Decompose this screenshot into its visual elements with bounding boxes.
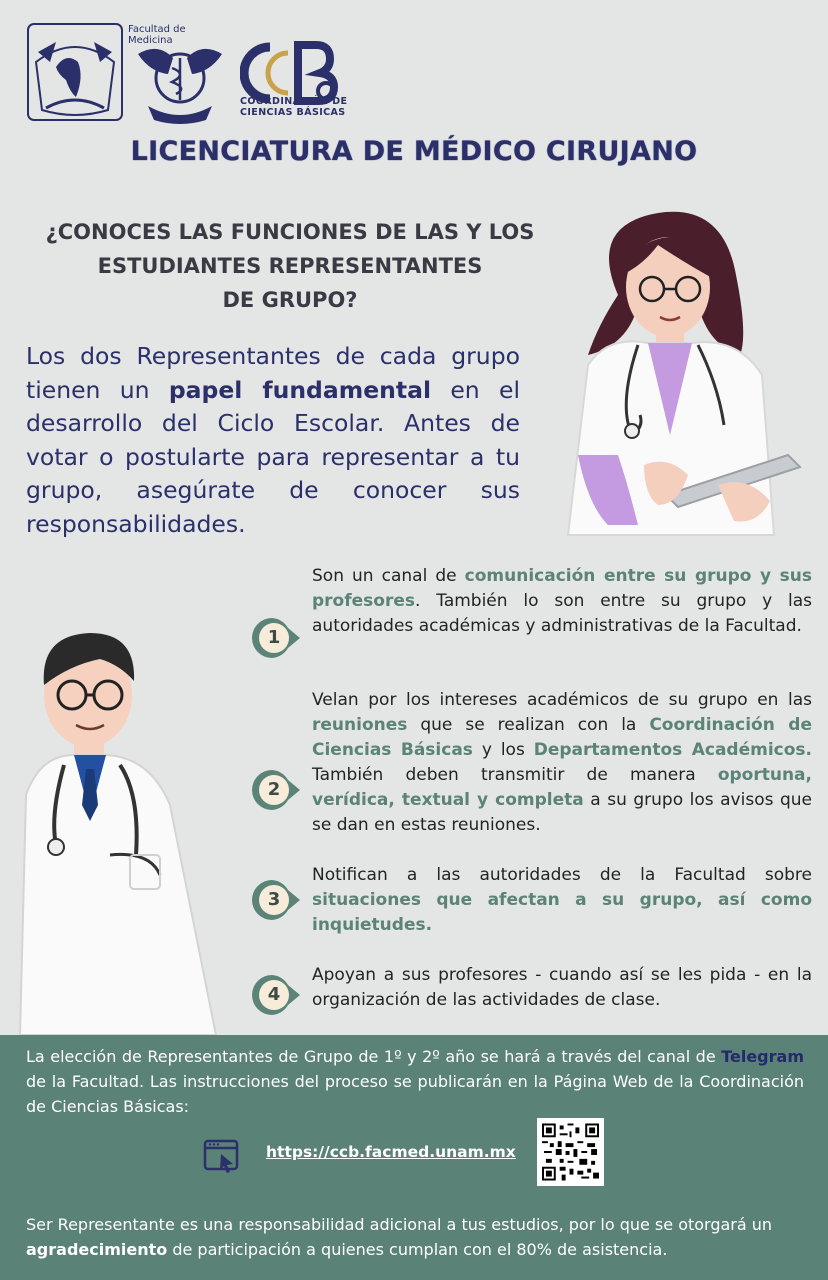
badge-3 [250,878,302,922]
faculty-label: Facultad de Medicina [128,24,186,46]
point-1-text [312,564,812,639]
point-4-t1: Apoyan a sus profesores - cuando así se les pida - en la organización de las actividades de clase. [312,965,812,1010]
point-2-h4: oportuna, verídica, textual y completa [312,765,812,810]
election-notice [26,1044,804,1119]
point-2-h1: reuniones [312,715,408,735]
point-1-h1: comunicación entre su grupo y sus profesores [312,566,813,611]
point-2-t2: que se realizan con la [407,715,650,735]
page-title: LICENCIATURA DE MÉDICO CIRUJANO [130,136,698,167]
point-2-h2: Coordinación de Ciencias Básicas [312,715,812,760]
point-3-h1: situaciones que afectan a su grupo, así como inquietudes. [312,890,812,935]
website-link[interactable]: https://ccb.facmed.unam.mx [266,1143,516,1161]
badge-number: 1 [267,627,281,648]
ccb-wordmark [240,96,350,118]
unam-seal-logo [26,22,124,122]
qr-pattern [542,1123,599,1181]
telegram-link[interactable]: Telegram [721,1047,804,1066]
female-doctor-illustration [548,205,808,550]
badge-number: 2 [267,779,281,800]
question-line-3: DE GRUPO? [222,288,358,312]
point-2-t1: Velan por los intereses académicos de su grupo en las [312,690,812,710]
ccb-line-1: COORDINACIÓN DE [240,96,348,107]
badge-1 [250,616,302,660]
point-1-t1: Son un canal de [312,566,465,586]
badge-4 [250,973,302,1017]
point-1-t2: . También lo son entre su grupo y las autoridades académicas y administrativas de la Facultad. [312,591,812,636]
point-4-text [312,963,812,1013]
recognition-note [26,1212,804,1262]
note-bold: agradecimiento [26,1240,168,1259]
point-2-t5: a su grupo los avisos que se dan en estas reuniones. [312,790,813,835]
intro-text-1: Los dos Representantes de cada grupo tienen un [26,342,520,404]
qr-code[interactable] [537,1118,604,1186]
point-2-t4: También deben transmitir de manera [312,765,718,785]
point-2-text [312,688,812,838]
badge-number: 3 [267,889,281,910]
point-3-t1: Notifican a las autoridades de la Facultad sobre [312,865,812,885]
question-line-2: ESTUDIANTES REPRESENTANTES [97,254,483,278]
point-2-t3: y los [472,740,534,760]
notice-text-1: La elección de Representantes de Grupo de 1º y 2º año se hará a través del canal de [26,1047,722,1066]
intro-bold: papel fundamental [168,375,432,404]
ccb-line-2: CIENCIAS BÁSICAS [240,107,346,118]
question-line-1: ¿CONOCES LAS FUNCIONES DE LAS Y LOS [45,220,535,244]
point-3-text [312,863,812,938]
web-click-icon [203,1138,241,1176]
intro-text-2: en el desarrollo del Ciclo Escolar. Antes de votar o postularte para representar a tu grupo, asegúrate de conocer sus responsabilidades. [26,375,521,538]
badge-number: 4 [267,984,281,1005]
male-doctor-illustration [10,625,240,1035]
question-heading [20,215,560,317]
notice-text-2: de la Facultad. Las instrucciones del proceso se publicarán en la Página Web de la Coordinación de Ciencias Básicas: [26,1072,804,1116]
badge-2 [250,768,302,812]
note-text-1: Ser Representante es una responsabilidad adicional a tus estudios, por lo que se otorgará un [26,1215,773,1234]
facultad-medicina-logo [128,24,232,126]
note-text-2: de participación a quienes cumplan con el 80% de asistencia. [167,1240,668,1259]
point-2-h3: Departamentos Académicos. [533,740,812,760]
intro-paragraph [26,340,520,541]
